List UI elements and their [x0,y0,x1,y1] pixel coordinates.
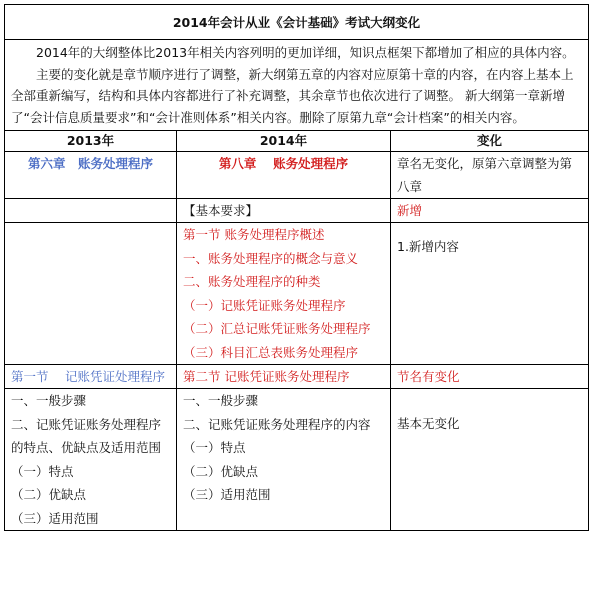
section2-change: 节名有变化 [391,365,589,389]
chapter-change: 章名无变化，原第六章调整为第八章 [391,152,589,199]
list-item: 二、记账凭证账务处理程序的特点、优缺点及适用范围 [11,416,162,455]
basic-requirements: 【基本要求】 [177,199,391,223]
list-item: 一、一般步骤 [183,393,259,408]
old-detail-list [5,389,177,531]
list-item: （一）记账凭证账务处理程序 [183,297,346,313]
list-item: 第一节 账务处理程序概述 [183,227,325,242]
intro-text [5,40,589,131]
list-item: 一、一般步骤 [11,393,87,408]
header-change: 变化 [391,131,589,152]
basic-change: 新增 [391,199,589,223]
list-item: （一）特点 [11,463,74,479]
new-section: 第二节 记账凭证账务处理程序 [177,365,391,389]
list-item: （二）优缺点 [183,463,259,479]
section1-change: 1.新增内容 [391,223,589,365]
table-row [5,199,589,223]
table-row [5,223,589,365]
detail-change: 基本无变化 [391,389,589,531]
table-row [5,152,589,199]
intro-paragraph: 主要的变化就是章节顺序进行了调整，新大纲第五章的内容对应原第十章的内容，在内容上基本上全部重新编写，结构和具体内容都进行了补充调整，其余章节也依次进行了调整。 新大纲第一章新增了“会计信息质量要求”和“会计准则体系”相关内容。删除了原第九章“会计档案”的相关内容。 [11,66,574,125]
document-title: 2014年会计从业《会计基础》考试大纲变化 [5,5,589,40]
list-item: （三）适用范围 [11,510,99,526]
list-item: 一、账务处理程序的概念与意义 [183,250,359,266]
list-item: （一）特点 [183,440,246,455]
table-row [5,389,589,531]
table-row [5,365,589,389]
list-item: （二）优缺点 [11,487,87,502]
empty-cell [5,199,177,223]
syllabus-change-table [4,4,589,531]
intro-paragraph: 2014年的大纲整体比2013年相关内容列明的更加详细，知识点框架下都增加了相应的具体内容。 [36,45,575,60]
list-item: 二、账务处理程序的种类 [183,274,321,289]
new-chapter: 第八章 账务处理程序 [177,152,391,199]
header-2014: 2014年 [177,131,391,152]
list-item: （三）科目汇总表账务处理程序 [183,344,359,360]
header-2013: 2013年 [5,131,177,152]
new-detail-list [177,389,391,531]
list-item: 二、记账凭证账务处理程序的内容 [183,416,371,432]
old-section: 第一节 记账凭证处理程序 [5,365,177,389]
empty-cell [5,223,177,365]
list-item: （三）适用范围 [183,487,271,502]
new-section-list [177,223,391,365]
list-item: （二）汇总记账凭证账务处理程序 [183,321,371,336]
old-chapter: 第六章 账务处理程序 [5,152,177,199]
